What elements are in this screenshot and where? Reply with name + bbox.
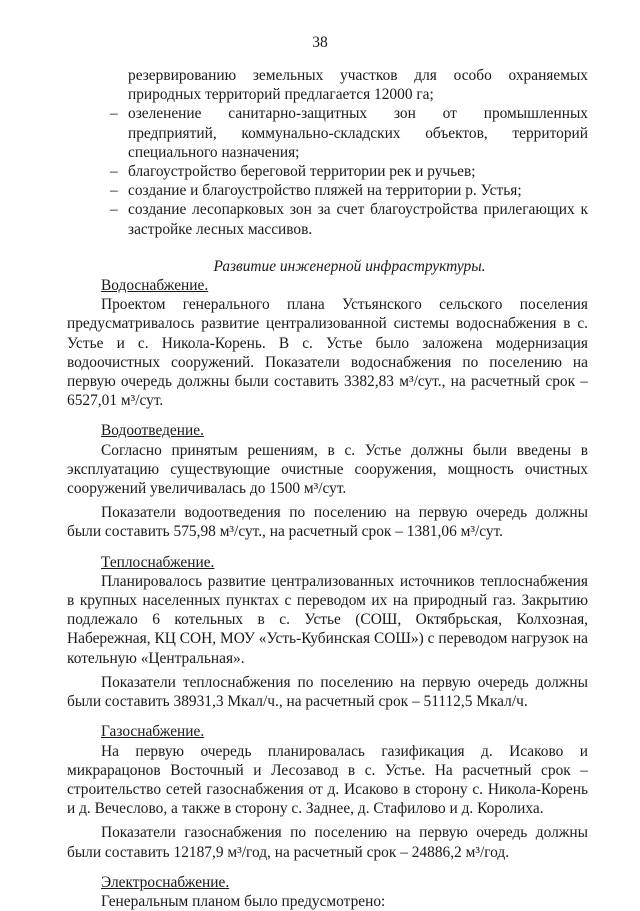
list-item-text: резервированию земельных участков для особо охраняемых природных территорий предлагается 12000 га; [128,67,588,104]
paragraph: Показатели водоотведения по поселению на первую очередь должны были составить 575,98 м³/сут., на расчетный срок – 1381,06 м³/сут. [67,504,588,541]
paragraph: Согласно принятым решениям, в с. Устье должны были введены в эксплуатацию существующие очистные сооружения, мощность очистных сооружений увеличивалась до 1500 м³/сут. [67,441,588,498]
subheading-sewerage: Водоотведение. [101,422,204,440]
subheading-gas-supply: Газоснабжение. [101,723,205,741]
list-item-text: создание лесопарковых зон за счет благоустройства прилегающих к застройке лесных массивов. [128,201,588,238]
list-item-text: озеленение санитарно-защитных зон от промышленных предприятий, коммунально-складских объектов, территорий специального назначения; [128,105,588,161]
list-item-text: благоустройство береговой территории рек и ручьев; [128,163,476,181]
list-item [67,181,588,200]
list-item [67,200,588,238]
paragraph: Показатели газоснабжения по поселению на первую очередь должны были составить 12187,9 м³/год, на расчетный срок – 24886,2 м³/год. [67,824,588,861]
dash-marker: – [110,105,118,123]
dash-marker: – [110,182,118,200]
paragraph: Проектом генерального плана Устьянского сельского поселения предусматривалось развитие централизованной системы водоснабжения в с. Устье и с. Никола-Корень. В с. Устье было заложена модернизация водоочистных сооружений. Показатели водоснабжения по поселению на первую очередь должны были составить 3382,83 м³/сут., на расчетный срок – 6527,01 м³/сут. [67,296,588,410]
page-body [67,66,588,911]
section-title: Развитие инженерной инфраструктуры. [213,257,486,275]
page-number: 38 [312,34,328,51]
dash-marker: – [110,163,118,181]
list-item-continuation [67,66,588,104]
list-item [67,104,588,162]
subheading-water-supply: Водоснабжение. [101,277,209,295]
paragraph: Планировалось развитие централизованных источников теплоснабжения в крупных населенных пунктах с переводом их на природный газ. Закрытию подлежало 6 котельных в с. Устье (СОШ, Октябрьская, Колхозная, Набережная, КЦ СОН, МОУ «Усть-Кубинская СОШ») с переводом нагрузок на котельную «Центральная». [67,572,588,667]
subheading-power-supply: Электроснабжение. [101,873,230,891]
dash-marker: – [110,201,118,219]
paragraph: Показатели теплоснабжения по поселению на первую очередь должны были составить 38931,3 Мкал/ч., на расчетный срок – 51112,5 Мкал/ч. [67,673,588,711]
paragraph: Генеральным планом было предусмотрено: [101,892,386,910]
paragraph: На первую очередь планировалась газификация д. Исаково и микрарацонов Восточный и Лесозавод в с. Устье. На расчетный срок – строительство сетей газоснабжения от д. Исаково в сторону с. Никола-Корень и д. Вечеслово, а также в сторону с. Заднее, д. Стафилово и д. Королиха. [67,742,588,818]
list-item [67,162,588,181]
list-item-text: создание и благоустройство пляжей на территории р. Устья; [128,182,522,200]
bullet-list [67,104,588,238]
subheading-heat-supply: Теплоснабжение. [101,553,215,571]
